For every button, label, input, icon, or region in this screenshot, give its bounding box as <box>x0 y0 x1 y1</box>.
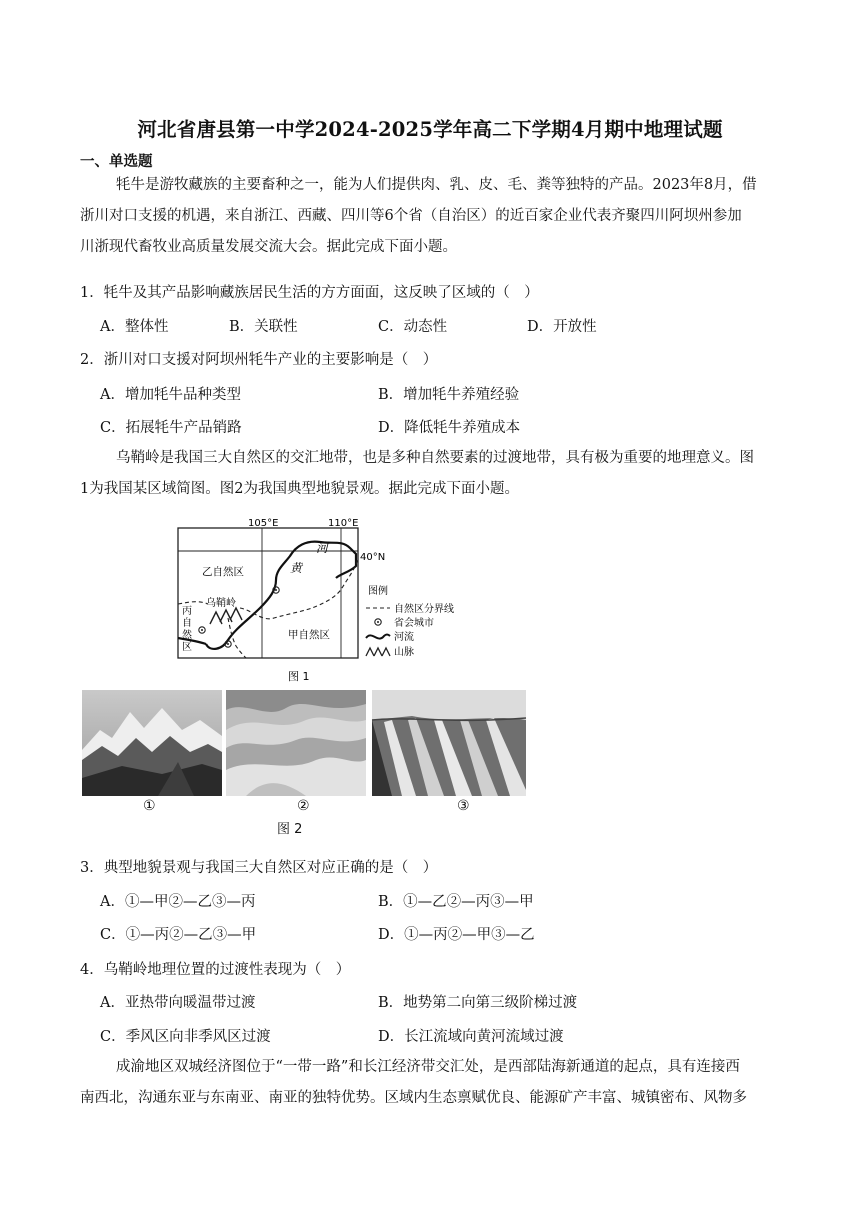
q2-option-c[interactable]: C．拓展牦牛产品销路 <box>100 420 242 436</box>
region-bing-label: 丙 <box>182 606 192 617</box>
map-frame <box>178 528 358 658</box>
q2-option-d[interactable]: D．降低牦牛养殖成本 <box>378 420 521 436</box>
question-2-stem: 2．浙川对口支援对阿坝州牦牛产业的主要影响是（ ） <box>80 352 438 368</box>
passage-text: 成渝地区双城经济图位于“一带一路”和长江经济带交汇处，是西部陆海新通道的起点，具有连接西 <box>116 1059 740 1075</box>
photo-1-snow-mountains <box>82 690 222 796</box>
passage-line <box>80 1083 782 1114</box>
legend-river-symbol <box>366 635 390 639</box>
photo-1-label: ① <box>143 798 156 814</box>
legend-mountain-label: 山脉 <box>394 647 414 658</box>
q3-option-b[interactable]: B．①—乙②—丙③—甲 <box>378 894 534 910</box>
q3-option-c[interactable]: C．①—丙②—乙③—甲 <box>100 927 257 943</box>
passage-text: 乌鞘岭是我国三大自然区的交汇地带，也是多种自然要素的过渡地带，具有极为重要的地理意义。图 <box>116 450 754 466</box>
q3-option-d[interactable]: D．①—丙②—甲③—乙 <box>378 927 535 943</box>
question-1-stem: 1．牦牛及其产品影响藏族居民生活的方方面面，这反映了区域的（ ） <box>80 285 539 301</box>
q1-option-a[interactable]: A．整体性 <box>100 319 169 335</box>
river-huang-label: 黄 <box>290 561 303 575</box>
photo-2-sand-dunes <box>226 690 366 796</box>
lat-40-label: 40°N <box>360 552 386 563</box>
region-bing-label: 区 <box>182 642 192 653</box>
yellow-river <box>206 542 356 649</box>
passage-text: 浙川对口支援的机遇，来自浙江、西藏、四川等6个省（自治区）的近百家企业代表齐聚四川阿坝州参加 <box>80 208 742 224</box>
q2-option-b[interactable]: B．增加牦牛养殖经验 <box>378 387 520 403</box>
passage-text: 牦牛是游牧藏族的主要畜种之一，能为人们提供肉、乳、皮、毛、粪等独特的产品。2023年8月，借 <box>116 177 757 193</box>
q3-option-a[interactable]: A．①—甲②—乙③—丙 <box>100 894 256 910</box>
page-title: 河北省唐县第一中学2024-2025学年高二下学期4月期中地理试题 <box>137 118 723 141</box>
figure-1-caption: 图 1 <box>288 670 310 683</box>
legend-mountain-symbol <box>366 648 390 656</box>
mountain-label: 乌鞘岭 <box>206 598 236 609</box>
legend-title: 图例 <box>368 586 388 597</box>
lon-105-label: 105°E <box>248 518 279 529</box>
figure-1-map <box>170 512 454 687</box>
q1-option-b[interactable]: B．关联性 <box>229 319 298 335</box>
passage-line <box>80 232 782 263</box>
q4-option-b[interactable]: B．地势第二向第三级阶梯过渡 <box>378 995 578 1011</box>
region-bing-label: 自 <box>182 618 192 629</box>
legend-boundary-label: 自然区分界线 <box>394 604 454 615</box>
river-he-label: 河 <box>316 541 329 555</box>
question-4-stem: 4．乌鞘岭地理位置的过渡性表现为（ ） <box>80 962 351 978</box>
lon-110-label: 110°E <box>328 518 359 529</box>
passage-line <box>80 201 782 232</box>
q2-option-a[interactable]: A．增加牦牛品种类型 <box>100 387 241 403</box>
q1-option-c[interactable]: C．动态性 <box>378 319 448 335</box>
q1-option-d[interactable]: D．开放性 <box>527 319 597 335</box>
passage-line <box>80 170 782 201</box>
q4-option-a[interactable]: A．亚热带向暖温带过渡 <box>100 995 256 1011</box>
question-3-stem: 3．典型地貌景观与我国三大自然区对应正确的是（ ） <box>80 860 438 876</box>
passage-line <box>80 1052 782 1083</box>
q4-option-d[interactable]: D．长江流域向黄河流域过渡 <box>378 1029 564 1045</box>
passage-line <box>80 474 782 505</box>
region-bing-label: 然 <box>182 630 192 641</box>
boundary-line <box>178 602 208 604</box>
legend-river-label: 河流 <box>394 632 414 643</box>
passage-text: 南西北，沟通东亚与东南亚、南亚的独特优势。区域内生态禀赋优良、能源矿产丰富、城镇密布、风物多 <box>80 1090 747 1106</box>
region-jia-label: 甲自然区 <box>288 629 330 641</box>
passage-chengyu <box>80 1052 782 1114</box>
passage-wushaoling <box>80 443 782 505</box>
mountain-symbol <box>210 608 242 624</box>
photo-3-label: ③ <box>457 798 470 814</box>
passage-text: 1为我国某区域简图。图2为我国典型地貌景观。据此完成下面小题。 <box>80 481 519 497</box>
passage-yak <box>80 170 782 263</box>
figure-2-caption: 图 2 <box>277 822 303 837</box>
section-heading: 一、单选题 <box>80 153 153 170</box>
region-yi-label: 乙自然区 <box>202 566 244 578</box>
q4-option-c[interactable]: C．季风区向非季风区过渡 <box>100 1029 271 1045</box>
passage-line <box>80 443 782 474</box>
passage-text: 川浙现代畜牧业高质量发展交流大会。据此完成下面小题。 <box>80 239 457 255</box>
photo-3-loess-gullies <box>372 690 526 796</box>
photo-2-label: ② <box>297 798 310 814</box>
legend-city-label: 省会城市 <box>394 618 434 629</box>
